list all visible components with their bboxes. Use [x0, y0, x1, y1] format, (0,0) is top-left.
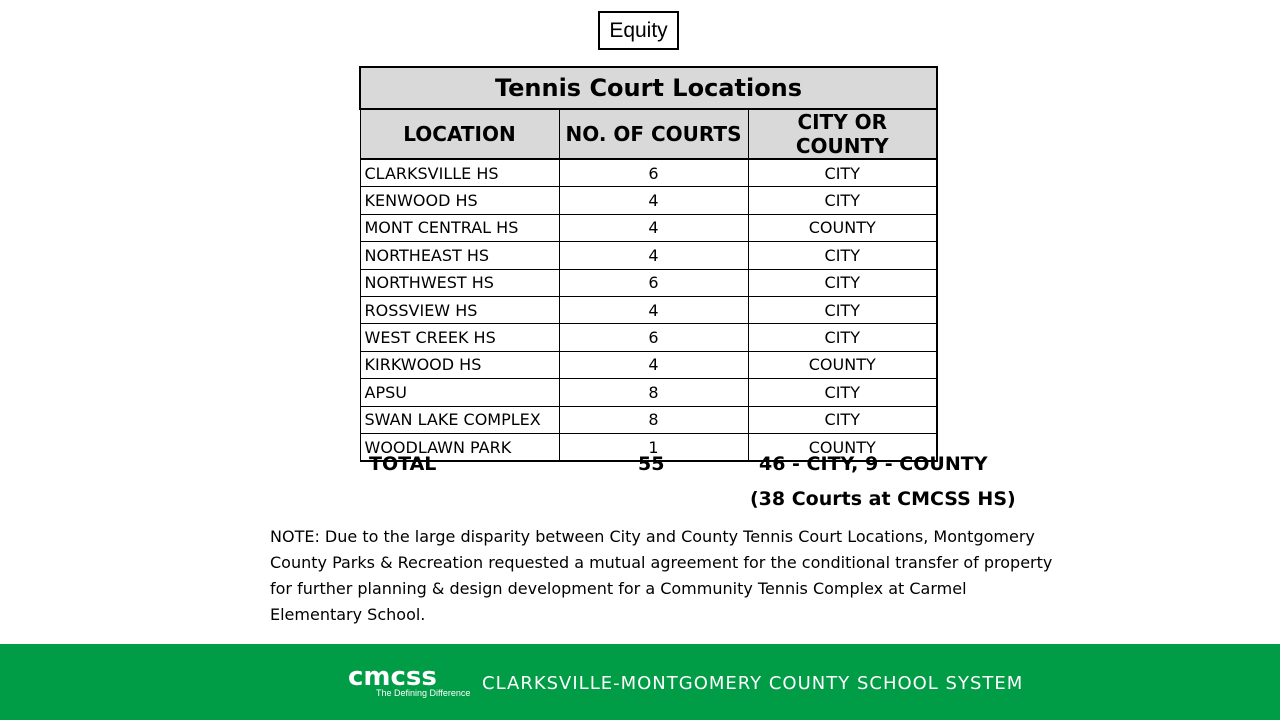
table-row: [360, 379, 937, 406]
location-cell: ROSSVIEW HS: [360, 296, 559, 323]
courts-cell: 6: [559, 269, 748, 296]
table-row: [360, 324, 937, 351]
table-row: [360, 159, 937, 187]
table-row: [360, 242, 937, 269]
courts-cell: 6: [559, 159, 748, 187]
city-county-cell: CITY: [748, 296, 937, 323]
courts-cell: 4: [559, 187, 748, 214]
table-row: [360, 351, 937, 378]
table-row: [360, 214, 937, 241]
city-county-cell: CITY: [748, 406, 937, 433]
courts-cell: 4: [559, 242, 748, 269]
table-row: [360, 406, 937, 433]
location-cell: CLARKSVILLE HS: [360, 159, 559, 187]
location-cell: KENWOOD HS: [360, 187, 559, 214]
total-courts: 55: [638, 453, 665, 475]
table-row: [360, 296, 937, 323]
courts-cell: 4: [559, 351, 748, 378]
courts-cell: 4: [559, 296, 748, 323]
column-header-courts: NO. OF COURTS: [559, 109, 748, 159]
total-split: 46 - CITY, 9 - COUNTY: [759, 453, 988, 475]
note-text: NOTE: Due to the large disparity between City and County Tennis Court Locations, Montgomery County Parks & Recreation requested a mutual agreement for the conditional transfer of property for further planning & design development for a Community Tennis Complex at Carmel Elementary School.: [270, 527, 1053, 624]
location-cell: KIRKWOOD HS: [360, 351, 559, 378]
city-county-cell: COUNTY: [748, 433, 937, 461]
tennis-court-table: [359, 66, 938, 462]
city-county-cell: CITY: [748, 187, 937, 214]
column-header-location: LOCATION: [360, 109, 559, 159]
city-county-cell: CITY: [748, 324, 937, 351]
location-cell: WEST CREEK HS: [360, 324, 559, 351]
cmcss-logo: [348, 664, 470, 698]
logo-tagline: The Defining Difference: [376, 688, 471, 698]
courts-cell: 4: [559, 214, 748, 241]
column-header-city-county: CITY OR COUNTY: [748, 109, 937, 159]
courts-cell: 1: [559, 433, 748, 461]
table-row: [360, 269, 937, 296]
table-row: [360, 187, 937, 214]
location-cell: MONT CENTRAL HS: [360, 214, 559, 241]
city-county-cell: CITY: [748, 379, 937, 406]
city-county-cell: COUNTY: [748, 214, 937, 241]
courts-cell: 6: [559, 324, 748, 351]
location-cell: NORTHWEST HS: [360, 269, 559, 296]
table-title: Tennis Court Locations: [360, 67, 937, 109]
city-county-cell: COUNTY: [748, 351, 937, 378]
total-cmcss-note: (38 Courts at CMCSS HS): [750, 488, 1016, 510]
location-cell: NORTHEAST HS: [360, 242, 559, 269]
org-name: CLARKSVILLE-MONTGOMERY COUNTY SCHOOL SYSTEM: [482, 673, 1024, 694]
courts-cell: 8: [559, 406, 748, 433]
total-label: TOTAL: [369, 453, 437, 475]
location-cell: SWAN LAKE COMPLEX: [360, 406, 559, 433]
city-county-cell: CITY: [748, 242, 937, 269]
city-county-cell: CITY: [748, 269, 937, 296]
logo-mark: cmcss: [348, 662, 437, 692]
location-cell: APSU: [360, 379, 559, 406]
city-county-cell: CITY: [748, 159, 937, 187]
courts-cell: 8: [559, 379, 748, 406]
section-badge: Equity: [598, 11, 679, 50]
location-cell: WOODLAWN PARK: [360, 433, 559, 461]
